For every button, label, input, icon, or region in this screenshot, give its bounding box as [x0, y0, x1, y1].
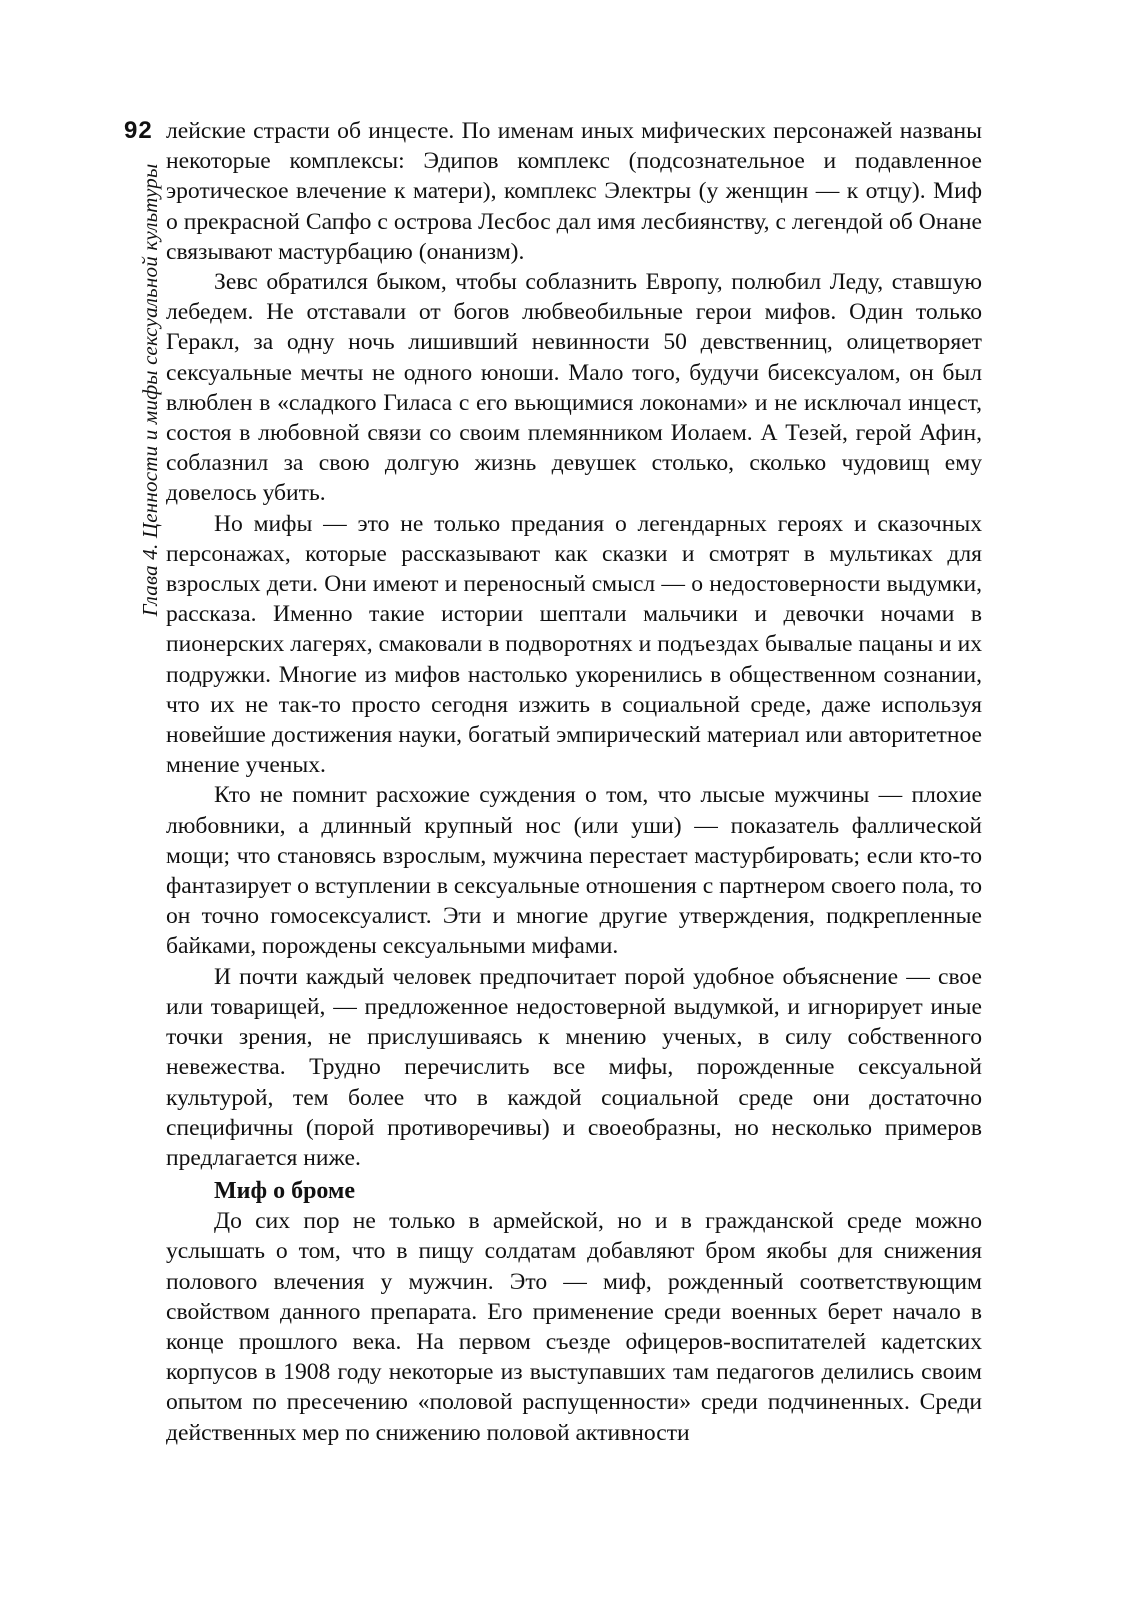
paragraph-zeus: Зевс обратился быком, чтобы соблазнить Европу, полюбил Леду, ставшую лебедем. Не отставали от богов любвеобильные герои мифов. Один только Геракл, за одну ночь лишивший невинности 50 девственниц, олицетворяет сексуальные мечты не одного юноши. Мало того, будучи бисексуалом, он был влюблен в «сладкого Гиласа с его вьющимися локонами» и не исключал инцест, состоя в любовной связи со своим племянником Иолаем. А Тезей, герой Афин, соблазнил за свою долгую жизнь девушек столько, сколько чудовищ ему довелось убить. — [166, 269, 982, 507]
paragraph-common-beliefs: Кто не помнит расхожие суждения о том, что лысые мужчины — плохие любовники, а длинный крупный нос (или уши) — показатель фаллической мощи; что становясь взрослым, мужчина перестает мастурбировать; если кто-то фантазирует о вступлении в сексуальные отношения с партнером своего пола, то он точно гомосексуалист. Эти и многие другие утверждения, подкрепленные байками, порождены сексуальными мифами. — [166, 782, 982, 960]
paragraph-myths-meaning: Но мифы — это не только предания о легендарных героях и сказочных персонажах, которые рассказывают как сказки и смотрят в мультиках для взрослых дети. Они имеют и переносный смысл — о недостоверности выдумки, рассказа. Именно такие истории шептали мальчики и девочки ночами в пионерских лагерях, смаковали в подворотнях и подъездах бывалые пацаны и их подружки. Многие из мифов настолько укоренились в общественном сознании, что их не так-то просто сегодня изжить в социальной среде, даже используя новейшие достижения науки, богатый эмпирический материал или авторитетное мнение ученых. — [166, 510, 982, 779]
running-head-text: Глава 4. Ценности и мифы сексуальной культуры — [138, 163, 162, 617]
paragraph-continued: лейские страсти об инцесте. По именам иных мифических персонажей названы некоторые комплексы: Эдипов комплекс (подсознательное и подавленное эротическое влечение к матери), комплекс Электры (у женщин — к отцу). Миф о прекрасной Сапфо с острова Лесбос дал имя лесбиянству, с легендой об Онане связывают мастурбацию (онанизм). — [166, 118, 982, 265]
paragraph-bromine: До сих пор не только в армейской, но и в гражданской среде можно услышать о том, что в пищу солдатам добавляют бром якобы для снижения полового влечения у мужчин. Это — миф, рожденный соответствующим свойством данного препарата. Его применение среди военных берет начало в конце прошлого века. На первом съезде офицеров-воспитателей кадетских корпусов в 1908 году некоторые из выступавших там педагогов делились своим опытом по пресечению «половой распущенности» среди подчиненных. Среди действенных мер по снижению половой активности — [166, 1208, 982, 1446]
paragraph-explanations: И почти каждый человек предпочитает порой удобное объяснение — свое или товарищей, — предложенное недостоверной выдумкой, и игнорирует иные точки зрения, не прислушиваясь к мнению ученых, в силу собственного невежества. Трудно перечислить все мифы, порожденные сексуальной культурой, тем более что в каждой социальной среде они достаточно специфичны (порой противоречивы) и своеобразны, но несколько примеров предлагается ниже. — [166, 963, 982, 1171]
page-number: 92 — [124, 117, 153, 144]
section-heading: Миф о броме — [214, 1178, 355, 1205]
body-text — [166, 116, 982, 1448]
